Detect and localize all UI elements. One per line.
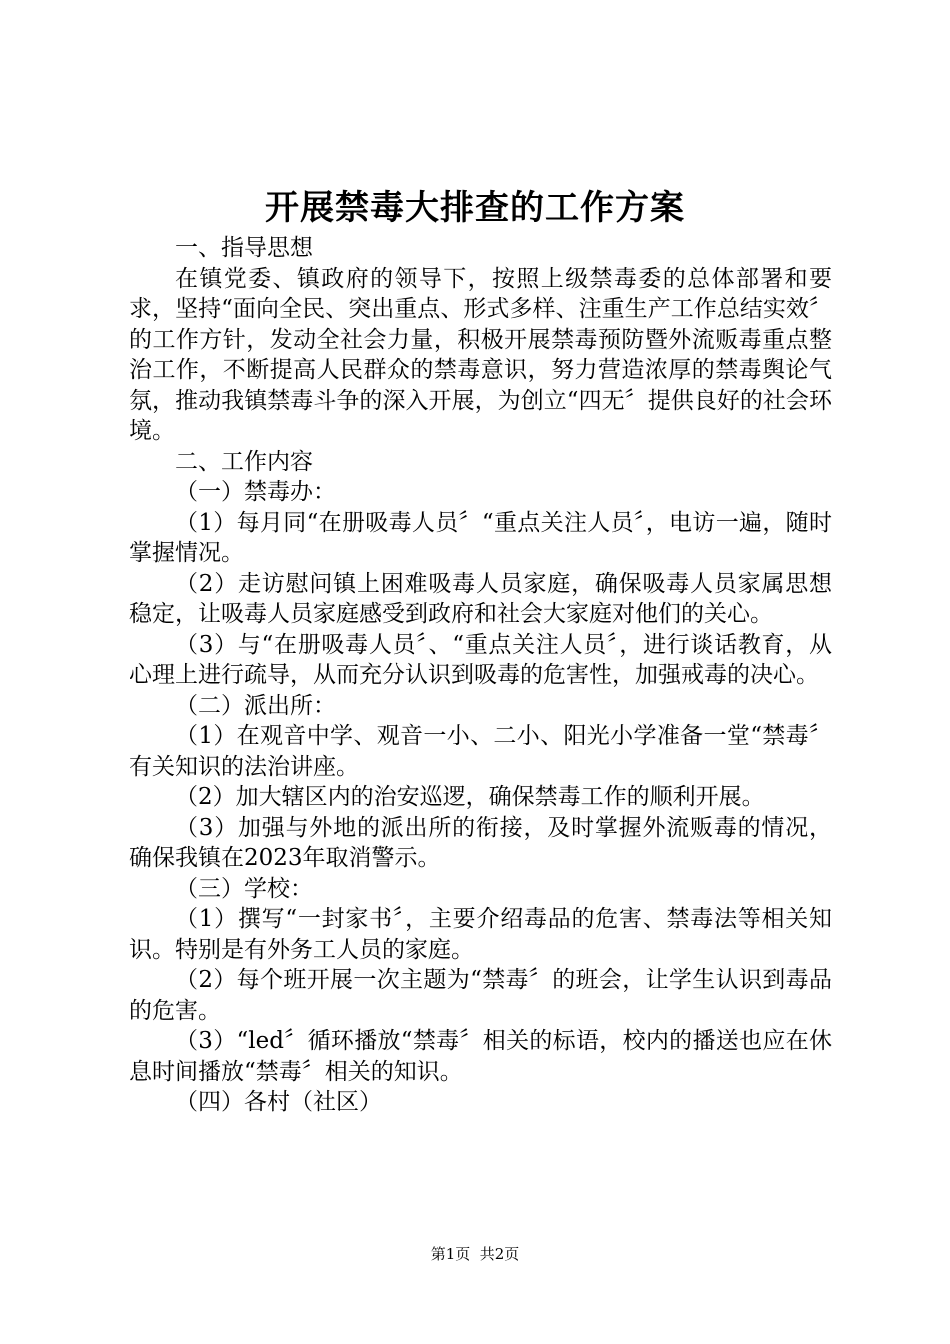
subheading-police-station: （二）派出所： — [175, 692, 336, 719]
list-item: （1）在观音中学、观音一小、二小、阳光小学准备一堂“禁毒〞有关知识的法治讲座。 — [129, 723, 832, 780]
subheading-anti-drug-office: （一）禁毒办： — [175, 479, 336, 505]
page-footer: 第1页 共2页 — [430, 1245, 520, 1263]
list-item: （1）每月同“在册吸毒人员〞“重点关注人员〞，电访一遍，随时掌握情况。 — [129, 509, 832, 566]
list-item: （1）撰写“一封家书〞，主要介绍毒品的危害、禁毒法等相关知识。特别是有外务工人员的家庭。 — [129, 906, 832, 963]
list-item: （3）加强与外地的派出所的衔接，及时掌握外流贩毒的情况，确保我镇在2023年取消警示。 — [129, 814, 832, 871]
paragraph-guiding-thought: 在镇党委、镇政府的领导下，按照上级禁毒委的总体部署和要求，坚持“面向全民、突出重点、形式多样、注重生产工作总结实效〞的工作方针，发动全社会力量，积极开展禁毒预防暨外流贩毒重点整治工作，不断提高人民群众的禁毒意识，努力营造浓厚的禁毒舆论气氛，推动我镇禁毒斗争的深入开展，为创立“四无〞提供良好的社会环境。 — [129, 265, 832, 444]
list-item: （2）加大辖区内的治安巡逻，确保禁毒工作的顺利开展。 — [175, 784, 765, 810]
subheading-villages: （四）各村（社区） — [175, 1089, 382, 1115]
section-heading-work-content: 二、工作内容 — [175, 448, 313, 475]
subheading-schools: （三）学校： — [175, 875, 313, 902]
section-heading-guiding-thought: 一、指导思想 — [175, 235, 313, 261]
list-item: （2）走访慰问镇上困难吸毒人员家庭，确保吸毒人员家属思想稳定，让吸毒人员家庭感受到政府和社会大家庭对他们的关心。 — [129, 570, 832, 627]
document-title: 开展禁毒大排查的工作方案 — [265, 188, 685, 228]
document-body — [129, 233, 832, 1118]
list-item: （3）与“在册吸毒人员〞、“重点关注人员〞，进行谈话教育，从心理上进行疏导，从而充分认识到吸毒的危害性，加强戒毒的决心。 — [129, 631, 832, 688]
list-item: （2）每个班开展一次主题为“禁毒〞的班会，让学生认识到毒品的危害。 — [129, 967, 832, 1024]
list-item: （3）“led〞循环播放“禁毒〞相关的标语，校内的播送也应在休息时间播放“禁毒〞相关的知识。 — [129, 1028, 832, 1085]
